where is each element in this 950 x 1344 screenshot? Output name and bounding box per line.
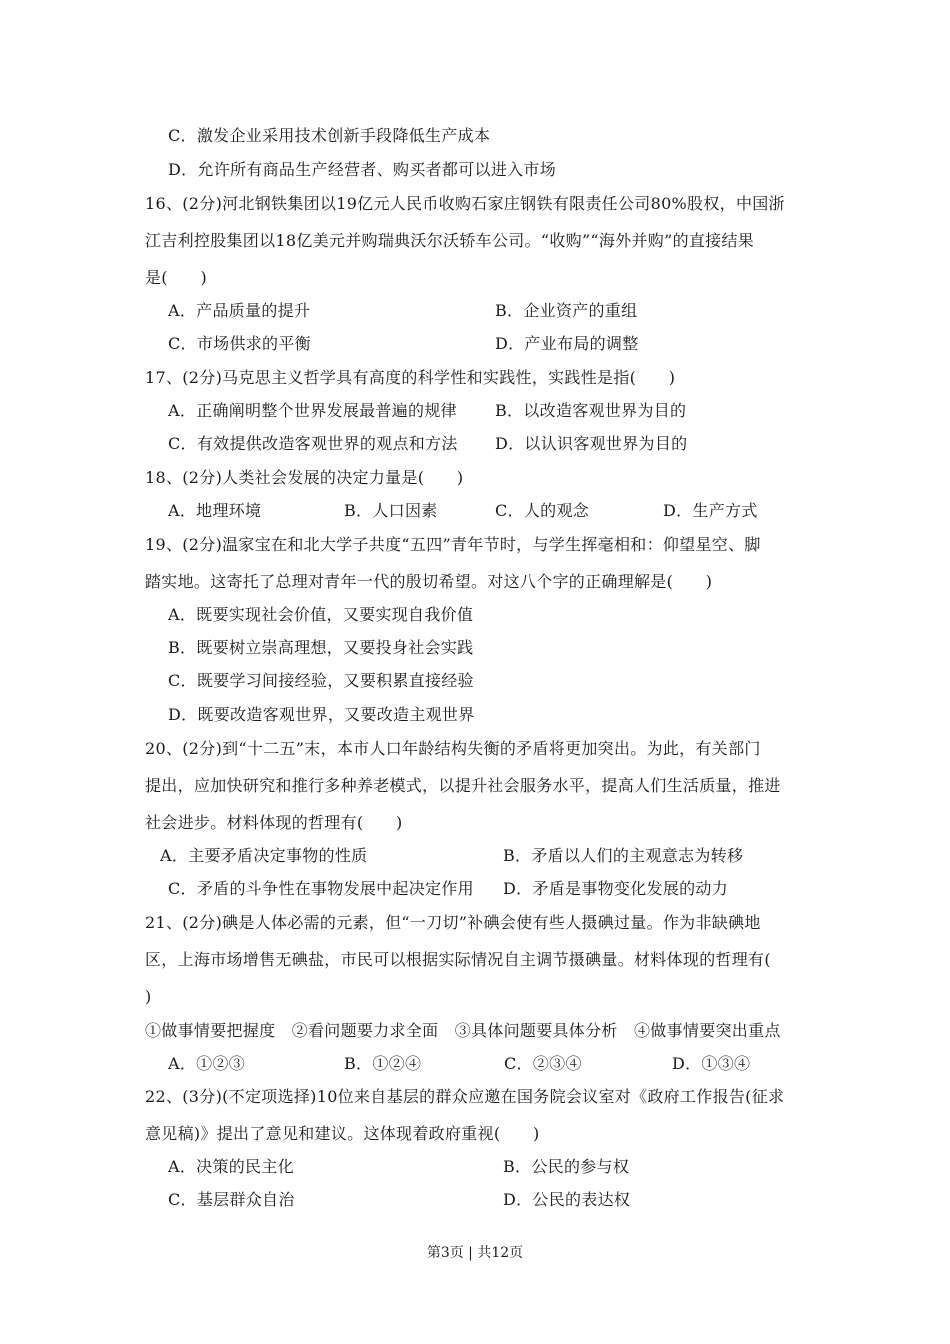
- q19-option-c: C．既要学习间接经验，又要积累直接经验: [168, 671, 474, 690]
- q21-stem-line2: 区，上海市场增售无碘盐，市民可以根据实际情况自主调节摄碘量。材料体现的哲理有(: [145, 950, 771, 969]
- q16-option-a: A．产品质量的提升: [168, 301, 311, 320]
- q20-stem-line3: 社会进步。材料体现的哲理有( ): [145, 813, 403, 832]
- q16-option-c: C．市场供求的平衡: [168, 334, 311, 353]
- q18-option-c: C．人的观念: [495, 501, 590, 520]
- q22-stem-line2: 意见稿)》提出了意见和建议。这体现着政府重视( ): [145, 1124, 540, 1143]
- q17-option-a: A．正确阐明整个世界发展最普遍的规律: [168, 401, 457, 420]
- q16-option-d: D．产业布局的调整: [495, 334, 639, 353]
- q20-option-b: B．矛盾以人们的主观意志为转移: [503, 846, 744, 865]
- q21-option-b: B．①②④: [344, 1054, 422, 1073]
- q18-stem-line1: 18、(2分)人类社会发展的决定力量是( ): [145, 468, 464, 487]
- q19-option-d: D．既要改造客观世界，又要改造主观世界: [168, 705, 475, 724]
- q15-option-c: C．激发企业采用技术创新手段降低生产成本: [168, 126, 491, 145]
- q20-stem-line1: 20、(2分)到“十二五”末，本市人口年龄结构失衡的矛盾将更加突出。为此，有关部门: [145, 739, 761, 758]
- q18-option-a: A．地理环境: [168, 501, 262, 520]
- q21-stem-line1: 21、(2分)碘是人体必需的元素，但“一刀切”补碘会使有些人摄碘过量。作为非缺碘地: [145, 913, 761, 932]
- q21-option-d: D．①③④: [672, 1054, 751, 1073]
- q19-stem-line1: 19、(2分)温家宝在和北大学子共度“五四”青年节时，与学生挥毫相和：仰望星空、脚: [145, 535, 761, 554]
- q21-stem-line3: ): [145, 987, 152, 1006]
- q22-option-a: A．决策的民主化: [168, 1157, 294, 1176]
- q21-statements: ①做事情要把握度 ②看问题要力求全面 ③具体问题要具体分析 ④做事情要突出重点: [145, 1021, 781, 1040]
- q15-option-d: D．允许所有商品生产经营者、购买者都可以进入市场: [168, 160, 557, 179]
- page-number-footer: 第3页 | 共12页: [426, 1245, 524, 1261]
- q22-stem-line1: 22、(3分)(不定项选择)10位来自基层的群众应邀在国务院会议室对《政府工作报告(征求: [145, 1087, 785, 1106]
- q16-option-b: B．企业资产的重组: [495, 301, 638, 320]
- q20-option-a: A．主要矛盾决定事物的性质: [160, 846, 368, 865]
- q18-option-b: B．人口因素: [344, 501, 438, 520]
- q19-stem-line2: 踏实地。这寄托了总理对青年一代的殷切希望。对这八个字的正确理解是( ): [145, 572, 713, 591]
- q17-stem-line1: 17、(2分)马克思主义哲学具有高度的科学性和实践性，实践性是指( ): [145, 368, 676, 387]
- q21-option-c: C．②③④: [504, 1054, 582, 1073]
- q17-option-c: C．有效提供改造客观世界的观点和方法: [168, 434, 458, 453]
- q20-stem-line2: 提出，应加快研究和推行多种养老模式，以提升社会服务水平，提高人们生活质量，推进: [145, 776, 781, 795]
- q19-option-b: B．既要树立崇高理想，又要投身社会实践: [168, 638, 474, 657]
- q16-stem-line3: 是( ): [145, 268, 207, 287]
- q16-stem-line1: 16、(2分)河北钢铁集团以19亿元人民币收购石家庄钢铁有限责任公司80%股权，中国浙: [145, 194, 785, 213]
- q22-option-b: B．公民的参与权: [503, 1157, 630, 1176]
- q22-option-d: D．公民的表达权: [503, 1190, 631, 1209]
- q21-option-a: A．①②③: [168, 1054, 246, 1073]
- q19-option-a: A．既要实现社会价值，又要实现自我价值: [168, 605, 474, 624]
- q20-option-c: C．矛盾的斗争性在事物发展中起决定作用: [168, 879, 474, 898]
- q17-option-d: D．以认识客观世界为目的: [495, 434, 688, 453]
- q17-option-b: B．以改造客观世界为目的: [495, 401, 687, 420]
- q16-stem-line2: 江吉利控股集团以18亿美元并购瑞典沃尔沃轿车公司。“收购”“海外并购”的直接结果: [145, 231, 755, 250]
- q18-option-d: D．生产方式: [663, 501, 758, 520]
- q20-option-d: D．矛盾是事物变化发展的动力: [503, 879, 729, 898]
- q22-option-c: C．基层群众自治: [168, 1190, 295, 1209]
